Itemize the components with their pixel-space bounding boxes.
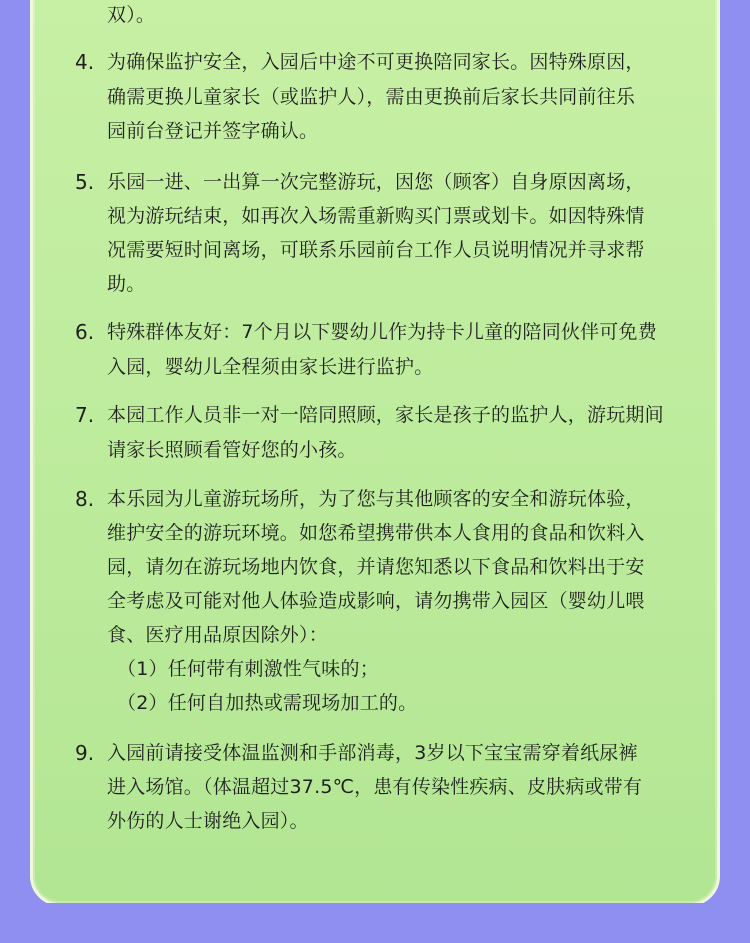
rule-continuation-line: 双）。 [107,4,156,26]
rule-4-line-3: 园前台登记并签字确认。 [107,120,319,142]
rule-5-line-3: 况需要短时间离场，可联系乐园前台工作人员说明情况并寻求帮 [107,239,645,261]
rule-8-line-1: 本乐园为儿童游玩场所，为了您与其他顾客的安全和游玩体验， [107,488,645,510]
rule-9-line-1: 入园前请接受体温监测和手部消毒，3岁以下宝宝需穿着纸尿裤 [107,742,638,764]
rule-5-line-2: 视为游玩结束，如再次入场需重新购买门票或划卡。如因特殊情 [107,205,645,227]
page-footer-strip [0,903,750,943]
rule-4-line-2: 确需更换儿童家长（或监护人），需由更换前后家长共同前往乐 [107,86,636,108]
rule-5-number: 5. [75,170,95,194]
rule-7-line-2: 请家长照顾看管好您的小孩。 [107,439,357,461]
rule-4-number: 4. [75,50,95,74]
rule-9-line-2: 进入场馆。（体温超过37.5℃，患有传染性疾病、皮肤病或带有 [107,776,643,798]
rule-8-subitem-1: （1）任何带有刺激性气味的； [117,658,379,680]
rule-7-number: 7. [75,403,95,427]
rule-8-line-5: 食、医疗用品原因除外）： [107,624,328,646]
rule-5-line-4: 助。 [107,273,146,295]
rule-9-number: 9. [75,741,95,765]
rule-6-line-2: 入园，婴幼儿全程须由家长进行监护。 [107,356,434,378]
rule-7-line-1: 本园工作人员非一对一陪同照顾，家长是孩子的监护人，游玩期间 [107,404,664,426]
rule-8-line-2: 维护安全的游玩环境。如您希望携带供本人食用的食品和饮料入 [107,522,645,544]
rule-9-line-3: 外伤的人士谢绝入园）。 [107,810,309,832]
rule-4-line-1: 为确保监护安全，入园后中途不可更换陪同家长。因特殊原因， [107,51,645,73]
rule-8-subitem-2: （2）任何自加热或需现场加工的。 [117,692,418,714]
rule-5-line-1: 乐园一进、一出算一次完整游玩，因您（顾客）自身原因离场， [107,171,645,193]
rule-6-line-1: 特殊群体友好：7个月以下婴幼儿作为持卡儿童的陪同伙伴可免费 [107,321,657,343]
rule-6-number: 6. [75,320,95,344]
rule-8-line-4: 全考虑及可能对他人体验造成影响，请勿携带入园区（婴幼儿喂 [107,590,645,612]
rule-8-line-3: 园，请勿在游玩场地内饮食，并请您知悉以下食品和饮料出于安 [107,556,645,578]
rule-8-number: 8. [75,487,95,511]
